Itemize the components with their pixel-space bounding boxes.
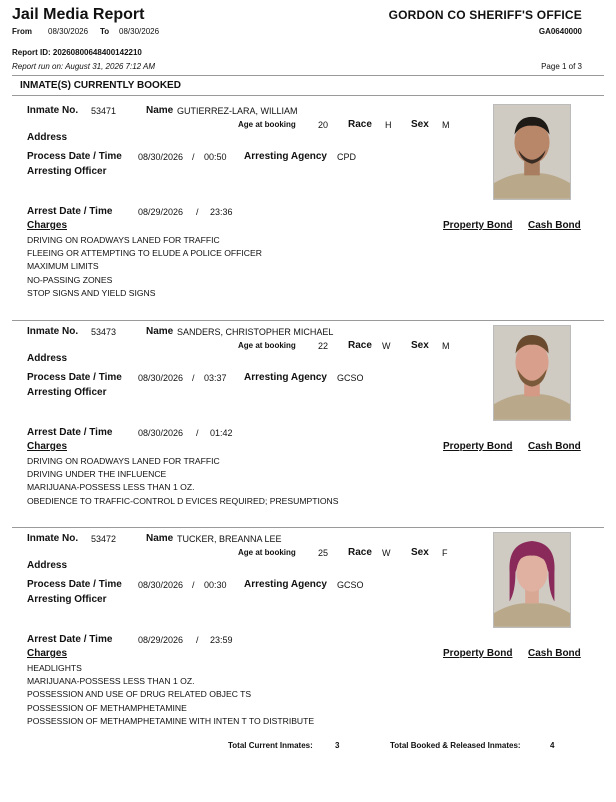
charge-item: DRIVING ON ROADWAYS LANED FOR TRAFFIC [27,456,220,466]
page-number: Page 1 of 3 [541,62,582,71]
charges-label: Charges [27,220,68,231]
cash-bond-label: Cash Bond [528,441,581,452]
date-time-separator: / [196,428,199,438]
total-booked-count: 4 [550,741,555,750]
sex-label: Sex [411,340,429,351]
date-time-separator: / [192,580,195,590]
arrest-date: 08/29/2026 [138,207,184,217]
arresting-agency-label: Arresting Agency [244,372,327,383]
inmate-age: 25 [318,548,329,558]
process-date: 08/30/2026 [138,152,184,162]
arrest-date: 08/30/2026 [138,428,184,438]
name-label: Name [146,105,174,116]
arresting-officer-label: Arresting Officer [27,594,107,605]
inmate-no: 53472 [91,534,117,544]
from-label: From [12,27,32,36]
inmate-sex: M [442,120,450,130]
to-date: 08/30/2026 [119,27,160,36]
address-label: Address [27,132,68,143]
report-title: Jail Media Report [12,6,145,23]
charge-item: POSSESSION AND USE OF DRUG RELATED OBJEC TS [27,689,252,699]
agency-name: GORDON CO SHERIFF'S OFFICE [388,8,582,22]
report-run-on: Report run on: August 31, 2026 7:12 AM [12,62,156,71]
inmate-race: W [382,341,391,351]
arresting-agency: GCSO [337,373,364,383]
inmate-photo [493,325,571,421]
inmate-sex: M [442,341,450,351]
charge-item: POSSESSION OF METHAMPHETAMINE [27,703,187,713]
name-label: Name [146,533,174,544]
agency-id: GA0640000 [538,27,582,36]
charge-item: MAXIMUM LIMITS [27,261,99,271]
inmate-photo [493,104,571,200]
inmate-no: 53471 [91,106,117,116]
cash-bond-label: Cash Bond [528,220,581,231]
arresting-agency: CPD [337,152,357,162]
inmate-no: 53473 [91,327,117,337]
date-time-separator: / [196,635,199,645]
property-bond-label: Property Bond [443,648,513,659]
charge-item: OBEDIENCE TO TRAFFIC-CONTROL D EVICES REQUIRED; PRESUMPTIONS [27,496,339,506]
inmate-name: SANDERS, CHRISTOPHER MICHAEL [177,327,334,337]
age-label: Age at booking [238,341,296,350]
race-label: Race [348,547,372,558]
process-time: 03:37 [204,373,227,383]
process-date-label: Process Date / Time [27,151,122,162]
charge-item: FLEEING OR ATTEMPTING TO ELUDE A POLICE OFFICER [27,248,262,258]
charge-item: MARIJUANA-POSSESS LESS THAN 1 OZ. [27,676,195,686]
charge-item: POSSESSION OF METHAMPHETAMINE WITH INTEN T TO DISTRIBUTE [27,716,315,726]
process-date: 08/30/2026 [138,580,184,590]
charge-item: HEADLIGHTS [27,663,82,673]
process-time: 00:30 [204,580,227,590]
inmate-name: TUCKER, BREANNA LEE [177,534,282,544]
race-label: Race [348,119,372,130]
charges-label: Charges [27,648,68,659]
arrest-date-label: Arrest Date / Time [27,206,113,217]
property-bond-label: Property Bond [443,220,513,231]
to-label: To [100,27,110,36]
age-label: Age at booking [238,548,296,557]
age-label: Age at booking [238,120,296,129]
process-date-label: Process Date / Time [27,579,122,590]
report-id: Report ID: 20260800648400142210 [12,48,142,57]
arrest-date-label: Arrest Date / Time [27,634,113,645]
charge-item: MARIJUANA-POSSESS LESS THAN 1 OZ. [27,482,195,492]
inmate-age: 20 [318,120,329,130]
arrest-date: 08/29/2026 [138,635,184,645]
inmate-race: H [385,120,392,130]
process-date-label: Process Date / Time [27,372,122,383]
inmate-no-label: Inmate No. [27,533,79,544]
address-label: Address [27,560,68,571]
process-time: 00:50 [204,152,227,162]
divider [12,320,604,321]
charge-item: NO-PASSING ZONES [27,275,113,285]
cash-bond-label: Cash Bond [528,648,581,659]
total-current-label: Total Current Inmates: [228,741,313,750]
property-bond-label: Property Bond [443,441,513,452]
divider [12,75,604,76]
name-label: Name [146,326,174,337]
inmate-sex: F [442,548,448,558]
race-label: Race [348,340,372,351]
arrest-time: 23:36 [210,207,233,217]
arrest-time: 23:59 [210,635,233,645]
total-current-count: 3 [335,741,340,750]
inmate-no-label: Inmate No. [27,326,79,337]
arresting-officer-label: Arresting Officer [27,387,107,398]
arresting-agency-label: Arresting Agency [244,579,327,590]
arrest-date-label: Arrest Date / Time [27,427,113,438]
sex-label: Sex [411,547,429,558]
charge-item: DRIVING ON ROADWAYS LANED FOR TRAFFIC [27,235,220,245]
date-time-separator: / [192,373,195,383]
inmate-age: 22 [318,341,329,351]
inmate-photo [493,532,571,628]
arrest-time: 01:42 [210,428,233,438]
arresting-agency: GCSO [337,580,364,590]
from-date: 08/30/2026 [48,27,89,36]
inmate-race: W [382,548,391,558]
total-booked-label: Total Booked & Released Inmates: [390,741,521,750]
date-time-separator: / [196,207,199,217]
charge-item: STOP SIGNS AND YIELD SIGNS [27,288,156,298]
divider [12,527,604,528]
address-label: Address [27,353,68,364]
sex-label: Sex [411,119,429,130]
charges-label: Charges [27,441,68,452]
inmate-name: GUTIERREZ-LARA, WILLIAM [177,106,298,116]
charge-item: DRIVING UNDER THE INFLUENCE [27,469,167,479]
section-title: INMATE(S) CURRENTLY BOOKED [20,80,181,91]
arresting-agency-label: Arresting Agency [244,151,327,162]
date-time-separator: / [192,152,195,162]
divider [12,95,604,96]
process-date: 08/30/2026 [138,373,184,383]
inmate-no-label: Inmate No. [27,105,79,116]
arresting-officer-label: Arresting Officer [27,166,107,177]
